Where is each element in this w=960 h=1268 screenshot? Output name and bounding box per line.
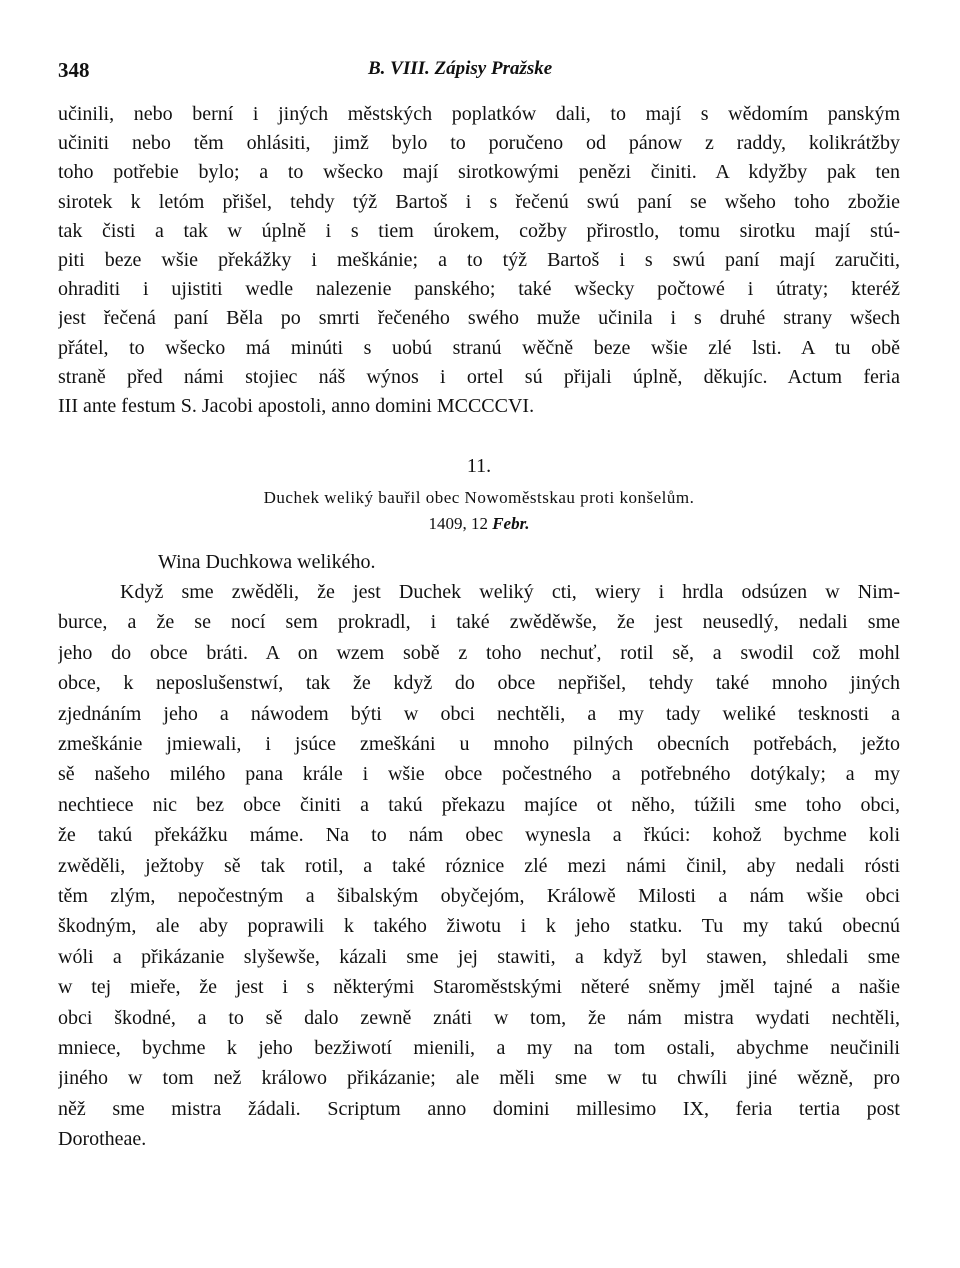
text-line: škodným, ale aby poprawili k takého žiwotu i k jeho statku. Tu my takú obecnú xyxy=(58,915,900,938)
paragraph-main xyxy=(58,577,900,1154)
entry-heading: Wina Duchkowa welikého. xyxy=(158,551,376,574)
section-date xyxy=(58,511,900,537)
text-line: jeho do obce bráti. A on wzem sobě z toho nechuť, rotil sě, a swodil což mohl xyxy=(58,641,900,664)
text-line: sirotek k letóm přišel, tehdy týž Bartoš i s řečenú swú paní se wšeho toho zbožie xyxy=(58,190,900,213)
text-line: Dorotheae. xyxy=(58,1128,147,1151)
section-date-month: Febr. xyxy=(492,514,530,534)
text-line: zwěděli, ježtoby sě tak rotil, a také róznice zlé mezi námi činil, aby nedali rósti xyxy=(58,854,900,877)
document-page xyxy=(58,52,900,1154)
section-title: Duchek weliký bauřil obec Nowoměstskau proti konšelům. xyxy=(263,488,695,508)
text-line: jiného w tom než králowo přikázanie; ale měli sme w tu chwíli jiné wězně, pro xyxy=(58,1067,900,1090)
text-line: piti beze wšie překážky i meškánie; a to týž Bartoš i s swú paní mají zaručiti, xyxy=(58,248,900,271)
page-header xyxy=(58,52,900,82)
text-line: učinili, nebo berní i jiných městských poplatków dali, to mají s wědomím panským xyxy=(58,103,900,125)
text-line: něž sme mistra žádali. Scriptum anno domini millesimo IX, feria tertia post xyxy=(58,1097,900,1120)
text-line: tak čisti a tak w úplně i s tiem úrokem, cožby přirostlo, tomu sirotku mají stú- xyxy=(58,219,900,242)
text-line: obci škodné, a to sě dalo zewně znáti w tom, že nám mistra wydati nechtěli, xyxy=(58,1006,900,1029)
running-head: B. VIII. Zápisy Pražske xyxy=(368,58,553,79)
text-line: těm zlým, nepočestným a šibalským obyčejóm, Králowě Milosti a nám wšie obci xyxy=(58,884,900,907)
section-date-year: 1409, xyxy=(428,514,467,534)
page-number: 348 xyxy=(58,58,90,82)
text-line: burce, a že se nocí sem prokradl, i také zwěděwše, že jest neusedlý, nedali sme xyxy=(58,611,900,634)
text-line: jest řečená paní Běla po smrti řečeného swého muže učinila i s druhé strany wšech xyxy=(58,307,900,330)
text-line: nechtiece nic bez obce činiti a takú překazu majíce ot něho, túžili sme toho obci, xyxy=(58,793,900,816)
text-line: Když sme zwěděli, že jest Duchek weliký cti, wiery i hrdla odsúzen w Nim- xyxy=(120,581,900,604)
text-line: učiniti nebo těm ohlásiti, jimž bylo to poručeno od pánow z raddy, kolikrátžby xyxy=(58,132,900,155)
text-line: III ante festum S. Jacobi apostoli, anno domini MCCCCVI. xyxy=(58,394,535,417)
text-line: mniece, bychme k jeho bezžiwotí mienili, a my na tom ostali, abychme neučinili xyxy=(58,1036,900,1059)
section-number: 11. xyxy=(466,455,492,478)
text-line: že takú překážku máme. Na to nám obec wynesla a řkúci: kohož bychme koli xyxy=(58,824,900,847)
text-line: wóli a přikázanie slyšewše, kázali sme jej stawiti, a když byl stawen, shledali sme xyxy=(58,945,900,968)
text-line: zmeškánie jmiewali, i jsúce zmeškáni u mnoho pilných obecních potřebách, ježto xyxy=(58,733,900,756)
text-line: straně před námi stojiec náš wýnos i ortel sú přijali úplně, děkujíc. Actum feria xyxy=(58,365,900,388)
text-line: přátel, to wšecko má minúti s uobú stranú wěčně beze wšie zlé lsti. A tu obě xyxy=(58,336,900,359)
text-line: zjednáním jeho a náwodem býti w obci nechtěli, a my tady weliké tesknosti a xyxy=(58,702,900,725)
text-line: toho potřebie bylo; a to wšecko mají sirotkowými penězi činiti. A kdyžby pak ten xyxy=(58,161,900,184)
section-date-day: 12 xyxy=(470,514,488,534)
paragraph-continued xyxy=(58,100,900,421)
text-line: sě našeho milého pana krále i wšie obce počestného a potřebného dotýkaly; a my xyxy=(58,763,900,786)
text-line: ohraditi i ujistiti wedle nalezenie panského; také wšecky počtowé i útraty; kteréž xyxy=(58,278,900,301)
text-line: obce, k neposlušenstwí, tak že když do obce nepřišel, tehdy také mnoho jiných xyxy=(58,672,900,695)
text-line: w tej mieře, že jest i s některými Staroměstskými něteré sněmy jměl tajné a našie xyxy=(58,976,900,999)
